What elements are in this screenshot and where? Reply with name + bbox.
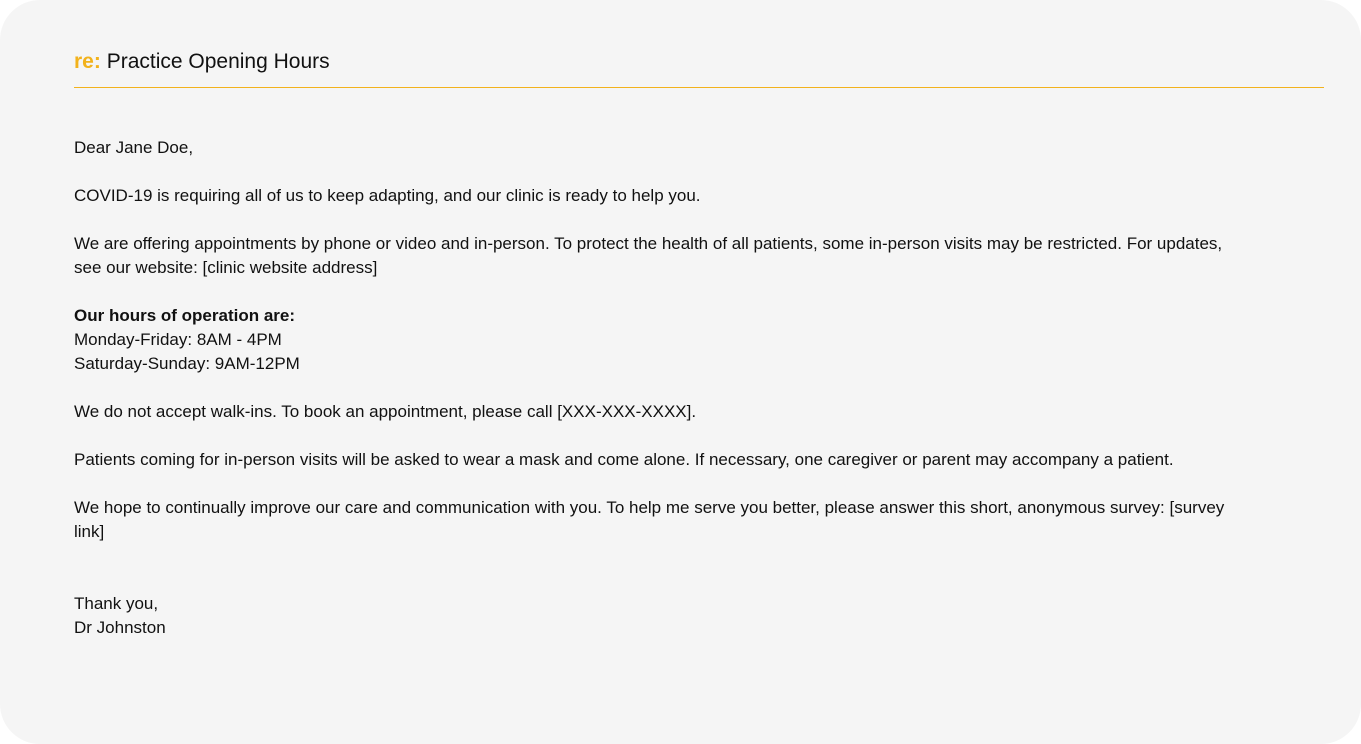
appointments-paragraph: We are offering appointments by phone or video and in-person. To protect the health of all patients, some in-person visits may be restricted. For updates, see our website: [clinic website address] [74,234,1223,277]
intro-paragraph: COVID-19 is requiring all of us to keep adapting, and our clinic is ready to help you. [74,186,701,205]
hours-heading: Our hours of operation are: [74,306,296,325]
survey-paragraph: We hope to continually improve our care and communication with you. To help me serve you better, please answer this short, anonymous survey: [survey link] [74,498,1225,541]
subject-divider [74,87,1324,88]
closing: Thank you, [74,594,159,613]
sign-off [74,592,1249,640]
signature: Dr Johnston [74,618,166,637]
subject-line [74,47,330,77]
booking-paragraph: We do not accept walk-ins. To book an appointment, please call [XXX-XXX-XXXX]. [74,402,697,421]
visits-paragraph: Patients coming for in-person visits will be asked to wear a mask and come alone. If necessary, one caregiver or parent may accompany a patient. [74,450,1174,469]
hours-block [74,304,1249,376]
reply-prefix: re: [74,50,101,73]
subject-title: Practice Opening Hours [106,50,330,73]
greeting: Dear Jane Doe, [74,138,194,157]
hours-weekdays: Monday-Friday: 8AM - 4PM [74,330,282,349]
hours-weekend: Saturday-Sunday: 9AM-12PM [74,354,300,373]
letter-body [74,136,1249,664]
